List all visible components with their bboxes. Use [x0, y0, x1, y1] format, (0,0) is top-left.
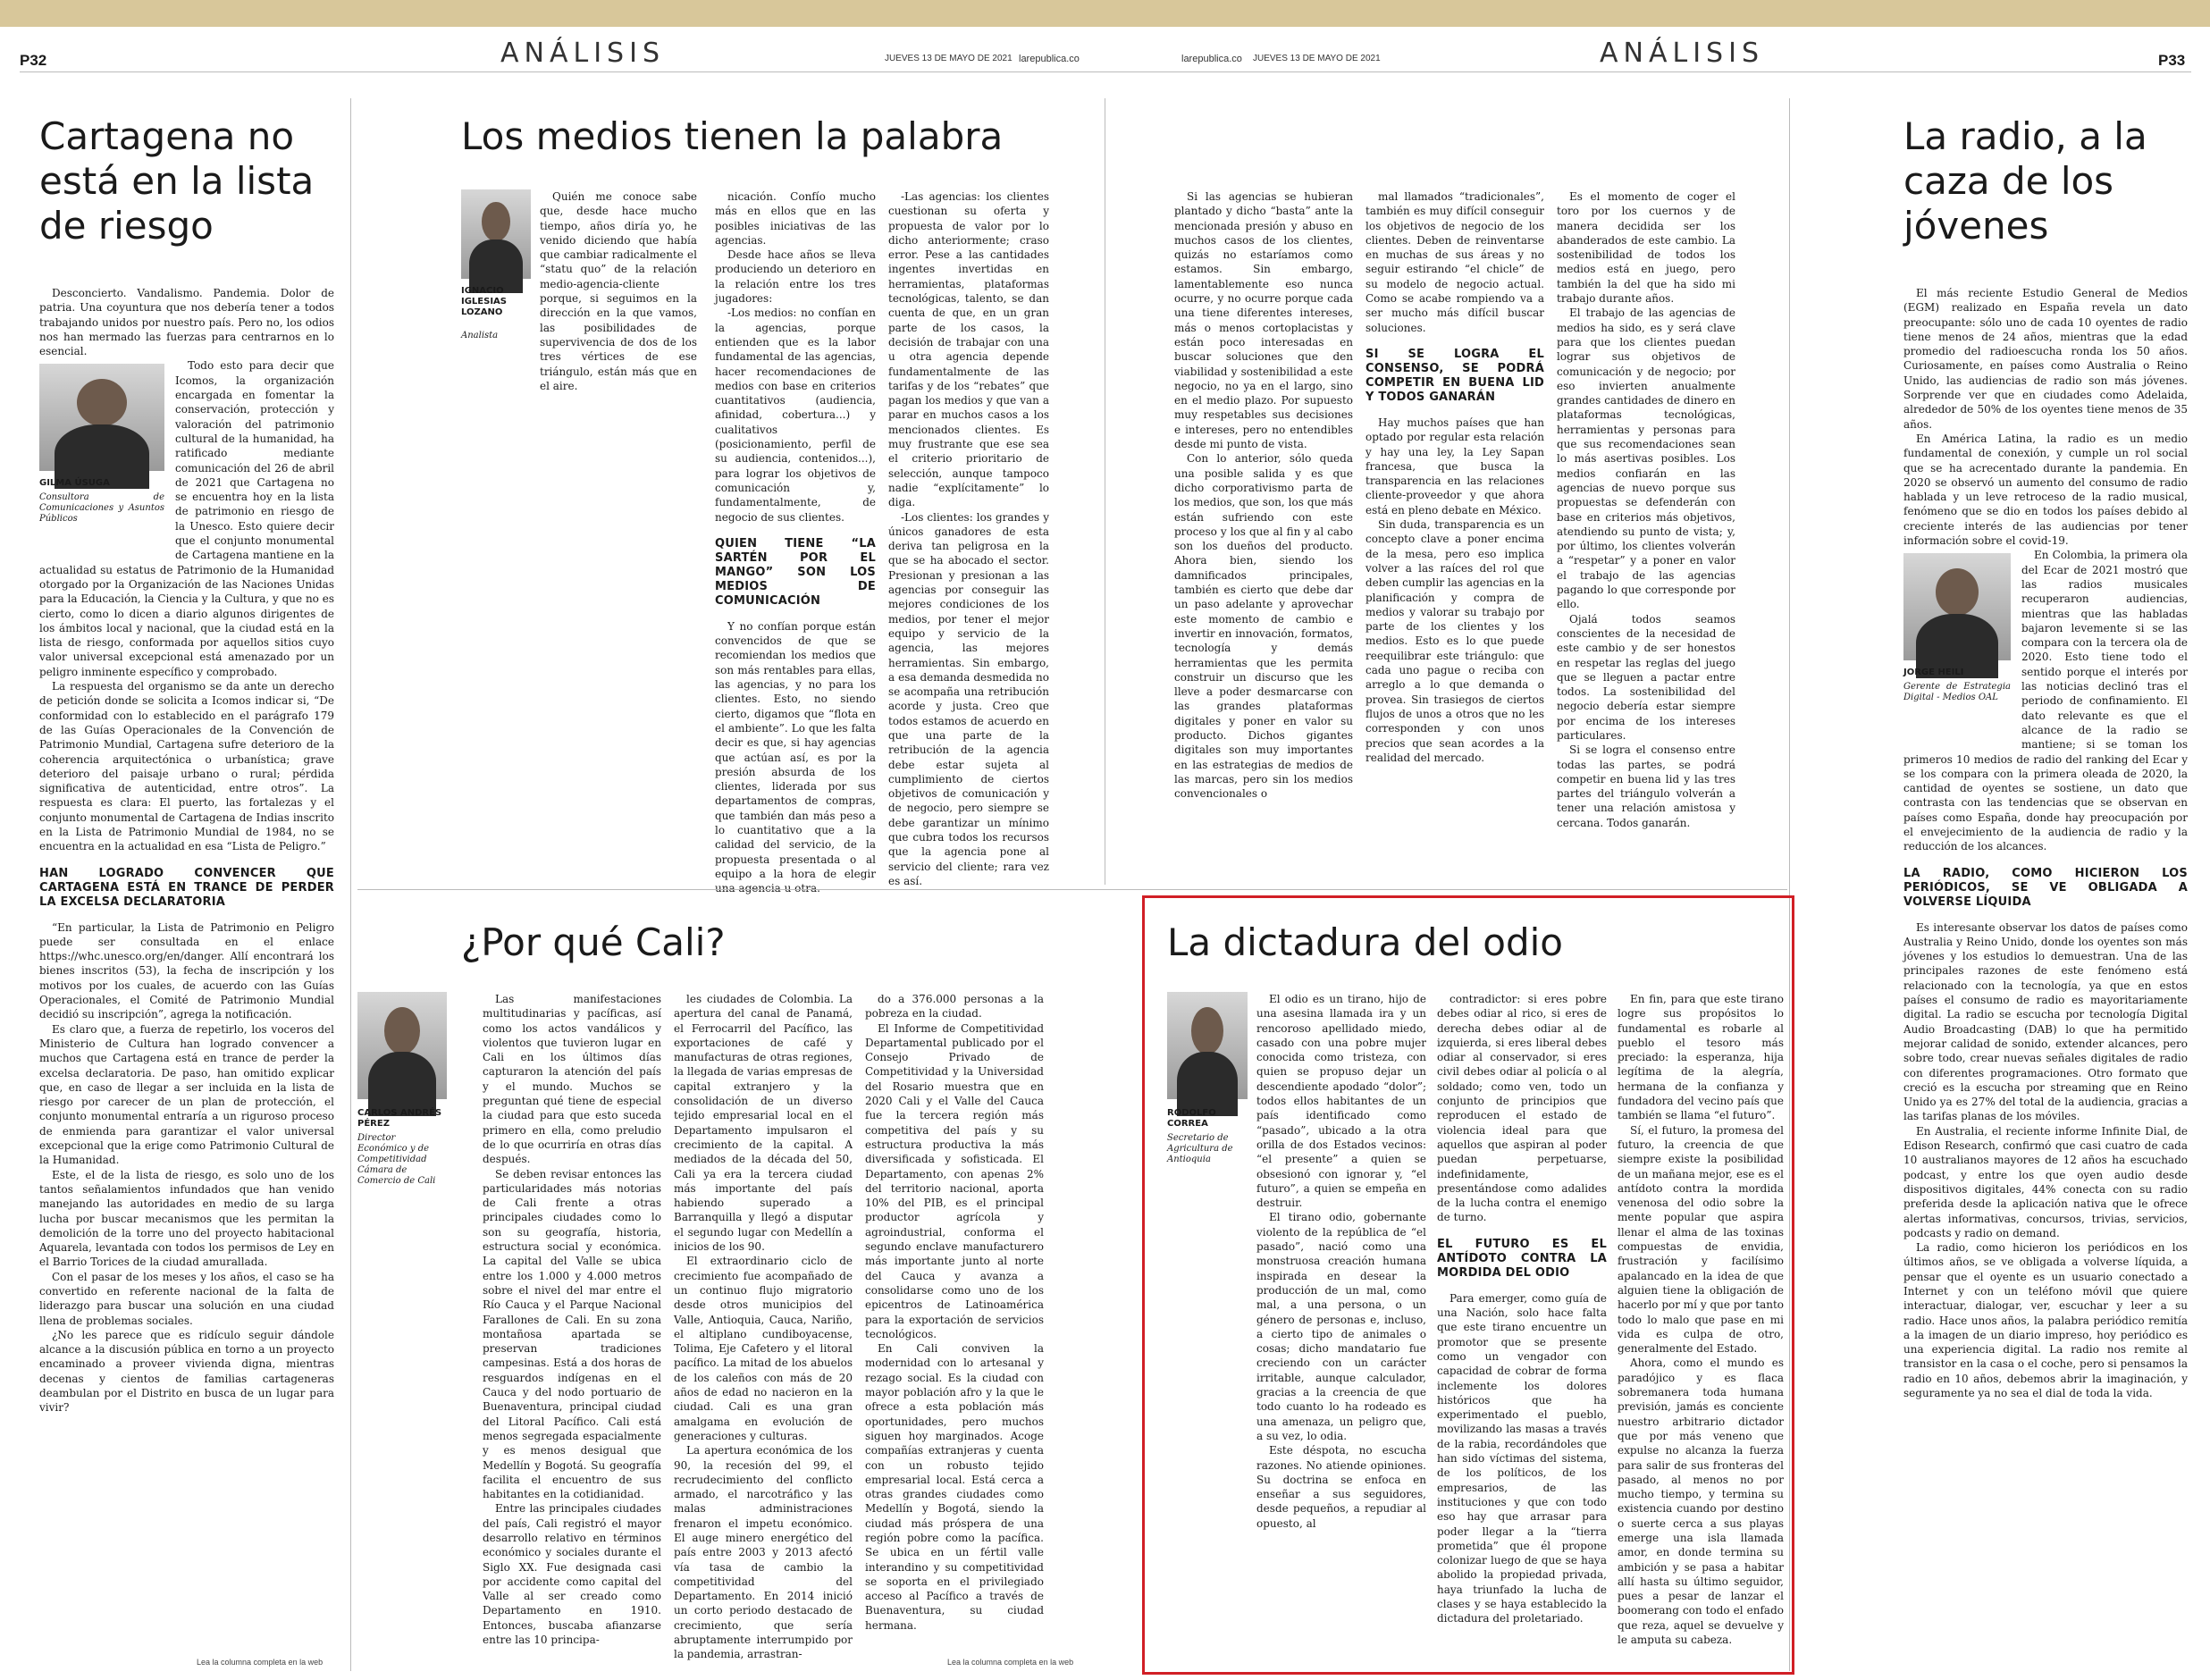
paragraph: Este, el de la lista de riesgo, es solo uno de los tantos señalamientos infundados que han venido manejando las autoridades en medio de su larga lucha por buscar mecanismos que les permitan la demolición de la torre uno del proyecto habitacional Aquarela, levantada con todos los permisos de Ley en el Barrio Torices de la ciudad amurallada.: [39, 1168, 334, 1269]
cali-col-2: [674, 992, 853, 1667]
paragraph: La respuesta del organismo se da ante un derecho de petición donde se solicita a Icomos indicar si, “De conformidad con lo establecido en el parágrafo 179 de las Guías Operacionales de la Convención de Patrimonio Mundial, Cartagena sufre deterioro de la coherencia arquitectónica o urbanística; grave deterioro del paisaje urbano o rural; pérdida significativa de autenticidad, entre otros”. La respuesta es clara: El puerto, las fortalezas y el conjunto monumental de Cartagena de Indias inscrito en la Lista de Patrimonio Mundial de 1984, no se encuentra en la actualidad en esa “Lista de Peligro.”: [39, 680, 334, 853]
paragraph: El más reciente Estudio General de Medios (EGM) realizado en España revela un dato preocupante: sólo uno de cada 10 oyentes de radio tiene menos de 24 años, mientras que la edad promedio del radioescucha ronda los 50 años. Curiosamente, en países como Australia o Reino Unido, las audiencias de radio son más jóvenes. Sorprende ver que en ciudades como Adelaida, alrededor de 50% de los oyentes tiene menos de 35 años.: [1903, 287, 2188, 431]
paragraph: -Las agencias: los clientes cuestionan su oferta y propuesta de valor por lo dicho anteriormente; craso error. Pese a las cantidades ingentes invertidas en herramientas, plataformas tecnológicas, talento, se dan cuenta de que, en un gran parte de los casos, la decisión de trabajar con una u otra agencia depende fundamentalmente de las tarifas y de los “rebates” que pagan los medios y que van a parar en muchos casos a los mencionados clientes. Es muy frustrante que ese sea el criterio prioritario de selección, aunque tampoco nadie “explícitamente” lo diga.: [888, 190, 1049, 509]
medios-col-1: [540, 189, 697, 886]
medios-col-6: [1557, 189, 1735, 886]
page-number-right: P33: [2158, 52, 2186, 69]
author-photo: [357, 992, 447, 1099]
paragraph: Se deben revisar entonces las particularidades más notorias de Cali frente a otras principales ciudades como lo son su geografía, historia, estructura social y económica. La capital del Valle se ubica entre los 1.000 y 4.000 metros sobre el nivel del mar entre el Río Cauca y el Parque Nacional Farallones de Cali. En su zona montañosa apartada se preservan tradiciones campesinas. Está a dos horas de resguardos indígenas en el Cauca y del nodo portuario de Buenaventura, principal ciudad del Litoral Pacífico. Cali está menos segregada espacialmente y es menos desigual que Medellín y Bogotá. Su geografía facilita el encuentro de sus habitantes en la cotidianidad.: [483, 1167, 661, 1501]
paragraph: Es el momento de coger el toro por los cuernos y de manera decidida ser los abanderados de este cambio. La sostenibilidad de todos los medios está en juego, pero también la del que ha sido mi trabajo durante años.: [1557, 190, 1735, 306]
odio-col-3: [1618, 992, 1784, 1662]
paragraph: Este déspota, no escucha razones. No atiende opiniones. Su doctrina se enfoca en enseñar a sus seguidores, desde pequeños, a repudiar al opuesto, al: [1256, 1444, 1426, 1530]
medios-col-2: [715, 189, 876, 886]
paragraph: En Cali conviven la modernidad con lo artesanal y rezago social. Es la ciudad con mayor población afro y la que le ofrece a esta población más oportunidades, pero muchos siguen hoy marginados. Acoge compañías extranjeras y cuenta con un robusto tejido empresarial local. Está cerca a otras grandes ciudades como Medellín y Bogotá, siendo la ciudad más próspera de una región pobre como la pacífica. Se ubica en un fértil valle interandino y su competitividad se soporta en el privilegiado acceso al Pacífico a través de Buenaventura, su ciudad hermana.: [865, 1342, 1044, 1632]
subheading: SI SE LOGRA EL CONSENSO, SE PODRÁ COMPETIR EN BUENA LID Y TODOS GANARÁN: [1365, 347, 1544, 404]
paragraph: -Los clientes: los grandes y únicos ganadores de esta deriva tan peligrosa en la que se ha abocado el sector. Presionan y presionan a las agencias por conseguir las mejores condiciones de los medios, por tener el mejor equipo y servicio de la agencia, las mejores herramientas. Sin embargo, a esa demanda desmedida no se acompaña una retribución acorde y justa. Creo que todos estamos de acuerdo en que una parte de la retribución de la agencia debe estar sujeta al cumplimiento de ciertos objetivos de comunicación y de negocio, pero siempre se debe garantizar un mínimo que cubra todos los recursos que la agencia pone al servicio del cliente; rara vez es así.: [888, 510, 1049, 887]
paragraph: Ojalá todos seamos conscientes de la necesidad de este cambio y de ser honestos en respetar las reglas del juego que se lleguen a pactar entre todos. La sostenibilidad del negocio debería estar siempre por encima de los intereses particulares.: [1557, 612, 1735, 742]
paragraph: Con lo anterior, sólo queda una posible salida y es que dicho corporativismo parta de los medios, que son, los que más están sufriendo con este proceso y los que al fin y al cabo son los dueños del producto. Ahora bien, siendo los damnificados principales, también es cierto que debe dar un paso adelante y aprovechar este momento de cambio e invertir en innovación, formatos, tecnología y demás herramientas que les permita construir un discurso que les lleve a poder desmarcarse con las grandes plataformas digitales y poner en valor su producto. Dichos gigantes digitales son muy importantes en las estrategias de medios de las marcas, pero sin los medios convencionales o: [1174, 452, 1353, 801]
author-role: Consultora de Comunicaciones y Asuntos Públicos: [39, 492, 164, 525]
author-photo: [39, 364, 164, 471]
paragraph: Desconcierto. Vandalismo. Pandemia. Dolor de patria. Una coyuntura que nos debería tener a todos trabajando unidos por nuestro país. Pero no, los odios nos han mermado las fuerzas para centrarnos en lo esencial.: [39, 287, 334, 358]
author-role: Gerente de Estrategia Digital - Medios OAL: [1903, 682, 2011, 703]
column-divider: [350, 98, 351, 1671]
paragraph: En Colombia, la primera ola del Ecar de 2021 mostró que las radios musicales recuperaron audiencias, mientras que las habladas bajaron levemente si se las compara con la tercera ola de 2020. Esto tiene todo el sentido porque el interés por las noticias declinó tras el periodo de confinamiento. El dato relevante es que el alcance de la radio se mantiene; si se toman los primeros 10 medios de radio del ranking del Ecar y se los compara con la primera oleada de 2020, la cantidad de oyentes se sostiene, un dato que contrasta con las tendencias que se observan en países como España, donde hay preocupación por el envejecimiento de la audiencia de radio y la reducción de los alcances.: [1903, 549, 2188, 853]
odio-col-1: [1256, 992, 1426, 1662]
paragraph: Sí, el futuro, la promesa del futuro, la creencia de que siempre existe la posibilidad de un mañana mejor, ese es el antídoto contra la mordida venenosa del odio sobre la mente popular que aspira llenar el alma de las toxinas compuestas de envidia, frustración y facilísimo apalancado en la idea de que alguien tiene la obligación de hacerlo por mí y que por tanto todo lo malo que pase en mi vida es culpa de otro, generalmente del Estado.: [1618, 1123, 1784, 1356]
paragraph: Ahora, como el mundo es paradójico y es flaca sobremanera toda humana previsión, jamás es conciente nuestro arbitrario dictador que por más veneno que expulse no alcanza la fuerza para salir de sus fronteras del pasado, al menos no por mucho tiempo, y termina su existencia cuando por destino o suerte cerca a sus playas emerge una isla llamada amor, en donde termina su ambición y se pasa a habitar allí hasta su último seguidor, pues a pesar de lanzar el boomerang con todo el enfado que reza, aquel se devuelve y le amputa su cabeza.: [1618, 1357, 1784, 1647]
cartagena-body: [39, 286, 334, 1649]
author-name: IGNACIO IGLESIAS LOZANO: [461, 286, 507, 317]
cartagena-title: Cartagena no está en la lista de riesgo: [39, 114, 315, 248]
top-color-band: [0, 0, 2210, 27]
cali-col-3: [865, 992, 1044, 1649]
paragraph: nicación. Confío mucho más en ellos que en las posibles iniciativas de las agencias.: [715, 190, 876, 247]
paragraph: les ciudades de Colombia. La apertura del canal de Panamá, el Ferrocarril del Pacífico, las exportaciones de café y manufacturas de otras regiones, la llegada de varias empresas de capital extranjero y la consolidación de un diverso tejido empresarial local en el Departamento impulsaron el crecimiento de la capital. A mediados de la década del 50, Cali ya era la tercera ciudad más importante del país habiendo superado a Barranquilla y llegó a disputar el segundo lugar con Medellín a inicios de los 90.: [674, 993, 853, 1254]
paragraph: Con el pasar de los meses y los años, el caso se ha convertido en referente nacional de la falta de liderazgo para buscar una solución en una ciudad llena de problemas sociales.: [39, 1270, 334, 1327]
paragraph: Si se logra el consenso entre todas las partes, se podrá competir en buena lid y las tres partes del triángulo volverán a tener una relación amistosa y cercana. Todos ganarán.: [1557, 743, 1735, 829]
paragraph: La apertura económica de los 90, la recesión del 99, el recrudecimiento del conflicto armado, el narcotráfico y las malas administraciones frenaron el impetu económico. El auge minero energético del país entre 2003 y 2013 afectó vía tasa de cambio la competitividad del Departamento. En 2014 inició un corto periodo destacado de crecimiento, que sería abruptamente interrumpido por la pandemia, arrastran-: [674, 1444, 853, 1661]
subheading: EL FUTURO ES EL ANTÍDOTO CONTRA LA MORDIDA DEL ODIO: [1437, 1237, 1607, 1280]
radio-body: [1903, 286, 2188, 1667]
section-title-right: ANÁLISIS: [1600, 38, 1764, 69]
paragraph: Es interesante observar los datos de países como Australia y Reino Unido, donde los oyentes son más jóvenes y los estudios lo demuestran. Una de las principales razones de este fenómeno está relacionado con la tecnología, ya que en estos países el consumo de radio es mayoritariamente digital. La radio se escucha por tecnología Digital Audio Broadcasting (DAB) lo que ha permitido mejorar calidad de sonido, extender alcances, pero sobre todo, crear nuevas señales digitales de radio con diferentes programaciones. Otro formato que creció es la escucha por streaming que en Reino Unido ya es 27% del total de la audiencia, gracias a las tarifas planas de los móviles.: [1903, 920, 2188, 1123]
paragraph: Quién me conoce sabe que, desde hace mucho tiempo, años diría yo, he venido diciendo que había que cambiar radicalmente el “statu quo” de la relación medio-agencia-cliente porque, si seguimos en la dirección en la que vamos, las posibilidades de supervivencia de dos de los tres vértices de ese triángulo, están más que en el aire.: [540, 190, 697, 392]
paragraph: ¿No les parece que es ridículo seguir dándole alcance a la discusión pública en torno a un proyecto encaminado a proveer vivienda digna, mientras decenas y cientos de familias cartageneras deambulan por el Distrito en busca de un lugar para vivir?: [39, 1328, 334, 1415]
paragraph: Y no confían porque están convencidos de que se recomiendan los medios que son más rentables para ellas, las agencias, y no para los clientes. Esto, no siendo cierto, digamos que “flota en el ambiente”. Lo que les falta decir es que, si hay agencias que actúan así, es por la presión absurda de los clientes, liderada por sus departamentos de compras, que también dan más peso a lo cuantitativo que a la calidad del servicio, de la propuesta presentada o al equipo a la hora de elegir: [715, 619, 876, 880]
paragraph: En América Latina, la radio es un medio fundamental de conexión, y cumple un rol social que se ha acrecentado durante la pandemia. En 2020 se observó un aumento del consumo de radio hablada y un leve retroceso de la radio musical, fenómeno que se dio en todos los países debido al creciente interés de las audiencias por tener información sobre el covid-19.: [1903, 432, 2188, 548]
subheading: LA RADIO, COMO HICIERON LOS PERIÓDICOS, SE VE OBLIGADA A VOLVERSE LÍQUIDA: [1903, 866, 2188, 909]
paragraph: Hay muchos países que han optado por regular esta relación y hay una ley, la Ley Sapan francesa, que busca la transparencia en las relaciones cliente-proveedor y que ahora está en pleno debate en México.: [1365, 416, 1544, 517]
odio-title: La dictadura del odio: [1167, 920, 1563, 964]
subheading: QUIEN TIENE “LA SARTÉN POR EL MANGO” SON LOS MEDIOS DE COMUNICACIÓN: [715, 536, 876, 608]
paragraph: Sin duda, transparencia es un concepto clave a poner encima de la mesa, pero eso implica volver a las raíces del rol que deben cumplir las agencias en la planificación y compra de medios y valorar su trabajo por parte de los clientes y los medios. Esto es lo que puede reequilibrar este triángulo: que cada uno pague o reciba con arreglo a lo que demanda o provea. Sin trasiegos de ciertos flujos de unos a otros que no les corresponden y con unos precios que sean acordes a la realidad del mercado.: [1365, 518, 1544, 764]
author-role: Secretario de Agricultura de Antioquia: [1167, 1133, 1233, 1164]
medios-col-5: [1365, 189, 1544, 886]
medios-title: Los medios tienen la palabra: [461, 114, 1004, 158]
paragraph: Es claro que, a fuerza de repetirlo, los voceros del Ministerio de Cultura han logrado convencer a muchos que Cartagena está en trance de perder la excelsa declaratoria. De paso, han omitido explicar que, en caso de llegar a ser incluida en la lista de riesgo por carecer de un plan de protección, el conjunto monumental entraría a un riguroso proceso de enmienda para garantizar el valor universal excepcional que la erige como Patrimonio Cultural de la Humanidad.: [39, 1022, 334, 1167]
paragraph: El trabajo de las agencias de medios ha sido, es y será clave para que los clientes puedan lograr sus objetivos de comunicación y de negocio; por eso invierten anualmente grandes cantidades de dinero en plataformas tecnológicas, herramientas y personas para que sus recomendaciones sean lo más asertivas posibles. Los medios confiarán en las agencias de nuevo porque sus propuestas se defenderán con base en criterios más objetivos, atendiendo su punto de vista; y, por último, los clientes volverán a “respetar” y a poner en valor el trabajo de las agencias pagando lo que corresponde por ello.: [1557, 307, 1735, 611]
paragraph: contradictor: si eres pobre debes odiar al rico, si eres de derecha debes odiar al de izquierda, si eres liberal debes odiar al conservador, si eres civil debes odiar al policía o al soldado; como ven, todo un conjunto de principios que reproducen el estado de violencia ideal para que aquellos que aspiran al poder puedan perpetuarse, indefinidamente, presentándose como adalides de la lucha contra el enemigo de turno.: [1437, 993, 1607, 1224]
paragraph: Todo esto para decir que Icomos, la organización encargada en fomentar la conservación, protección y valoración del patrimonio cultural de la humanidad, ha ratificado mediante comunicación del 26 de abril de 2021 que Cartagena no se encuentra hoy en la lista de patrimonio en riesgo de la Unesco. Esto quiere decir que el conjunto monumental de Cartagena mantiene en la actualidad su estatus de Patrimonio de la Humanidad otorgado por la Organización de las Naciones Unidas para la Educación, la Ciencia y la Cultura, y que no es cierto, como lo dicen a diario algunos dirigentes de los ámbitos local y nacional, que la ciudad está en la lista de riesgo, conformada por aquellos sitios cuyo valor universal excepcional está amenazado por un peligro inminente específico y comprobado.: [39, 359, 334, 678]
paragraph: Entre las principales ciudades del país, Cali registró el mayor desarrollo relativo en términos económico y sociales durante el Siglo XX. Fue designada casi por accidente como capital del Valle al ser creado como Departamento en 1910. Entonces, buscaba afianzarse entre las 10 principa-: [483, 1502, 661, 1647]
author-name: CARLOS ANDRÉS PÉREZ: [357, 1108, 442, 1129]
author-photo: [1167, 992, 1248, 1099]
paragraph: Las manifestaciones multitudinarias y pacíficas, así como los actos vandálicos y violentos que tuvieron lugar en Cali en los últimos días capturaron la atención del país y el mundo. Muchos se preguntan qué tiene de especial la ciudad para que esto suceda primero en ella, como preludio de lo que ocurriría en otras días después.: [483, 993, 661, 1166]
paragraph: Para emerger, como guía de una Nación, solo hace falta que este tirano encuentre un promotor que se presente como un vengador con capacidad de cobrar de forma inclemente los dolores históricos que ha experimentado el pueblo, movilizando las masas a través de la rabia, recordándoles que han sido víctimas del sistema, de los políticos, de los empresarios, de las instituciones y que con todo eso hay que arrasar para poder llegar a la “tierra prometida” que él propone colonizar luego de que se haya abolido la propiedad privada, haya triunfado la lucha de clases y se haya establecido la dictadura del proletariado.: [1437, 1291, 1607, 1625]
paragraph: El tirano odio, gobernante violento de la república de “el pasado”, nació como una monstruosa creación humana inspirada en desear la producción de un mal, como mal, a una persona, o un género de personas e, incluso, a cierto tipo de animales o cosas; dicho mandatario fue creciendo con un carácter irritable, aunque calculador, gracias a la creencia de que todo cuanto lo ha rodeado es una amenaza, un peligro que, a su vez, lo odia.: [1256, 1211, 1426, 1442]
paragraph: El odio es un tirano, hijo de una asesina llamada ira y un rencoroso apellidado miedo, casado con una pobre mujer conocida como tristeza, con quien se propuso dejar un descendiente apodado “dolor”; todos ellos habitantes de un país identificado como “pasado”, ubicado a la otra orilla de dos Estados vecinos: “el presente” a quien se obsesionó con ignorar y, “el futuro”, a quien se empeña en destruir.: [1256, 993, 1426, 1210]
paragraph: do a 376.000 personas a la pobreza en la ciudad.: [865, 993, 1044, 1021]
odio-col-2: [1437, 992, 1607, 1662]
read-more-note: Lea la columna completa en la web: [197, 1658, 324, 1667]
site-right: larepublica.co: [1181, 54, 1242, 64]
section-title-left: ANÁLISIS: [500, 38, 665, 69]
medios-col-4: [1174, 189, 1353, 886]
paragraph: En Australia, el reciente informe Infinite Dial, de Edison Research, confirmó que casi cuatro de cada 10 australianos mayores de 12 años ha escuchado podcast, y entre los que oyen audio desde dispositivos digitales, 44% conecta con su radio preferida desde la aplicación nativa que le ofrece alertas informativas, concursos, trivias, servicios, podcasts y radio on demand.: [1903, 1124, 2188, 1239]
paragraph: El extraordinario ciclo de crecimiento fue acompañado de un continuo flujo migratorio desde otros municipios del Valle, Antioquia, Cauca, Nariño, el altiplano cundiboyacense, Tolima, Eje Cafetero y el litoral pacífico. La mitad de los abuelos de los caleños con más de 20 años de edad no nacieron en la ciudad. Cali es una gran amalgama en evolución de generaciones y culturas.: [674, 1255, 853, 1442]
author-role: Director Económico y de Competitividad Cámara de Comercio de Cali: [357, 1133, 436, 1186]
cali-title: ¿Por qué Cali?: [461, 920, 726, 964]
paragraph: “En particular, la Lista de Patrimonio en Peligro puede ser consultada en el enlace https://whc.unesco.org/en/danger. Allí encontrará los bienes inscritos (53), la fecha de inscripción y los motivos por los cuales, de acuerdo con las Guías Operacionales, el Comité de Patrimonio Mundial decidió su inscripción”, agrega la notificación.: [39, 920, 334, 1021]
medios-col-3: [888, 189, 1049, 886]
date-right: JUEVES 13 DE MAYO DE 2021: [1253, 54, 1381, 63]
read-more-note: Lea la columna completa en la web: [947, 1658, 1074, 1667]
radio-title: La radio, a la caza de los jóvenes: [1903, 114, 2147, 248]
header-rule: [20, 71, 2191, 72]
author-photo: [1903, 553, 2011, 660]
author-name: JORGE HEILI: [1903, 668, 1964, 678]
author-photo: [461, 189, 531, 279]
author-name: RODOLFO CORREA: [1167, 1108, 1216, 1129]
section-divider: [357, 889, 1787, 890]
paragraph: Desde hace años se lleva produciendo un deterioro en la relación entre los tres jugadores:: [715, 248, 876, 306]
author-name: GILMA ÚSUGA: [39, 478, 110, 489]
paragraph: El Informe de Competitividad Departamental publicado por el Consejo Privado de Competitividad y la Universidad del Rosario muestra que en 2020 Cali y el Valle del Cauca fue la tercera región más competitiva del país y su estructura productiva la más diversificada y sofisticada. El Departamento, con apenas 2% del territorio nacional, aporta 10% del PIB, es el principal productor agrícola y agroindustrial, conforma el segundo enclave manufacturero más importante junto al norte del Cauca y avanza a consolidarse como uno de los epicentros de Latinoamérica para la exportación de servicios tecnológicos.: [865, 1021, 1044, 1340]
page-number-left: P32: [20, 52, 47, 69]
site-left: larepublica.co: [1019, 54, 1080, 64]
subheading: HAN LOGRADO CONVENCER QUE CARTAGENA ESTÁ EN TRANCE DE PERDER LA EXCELSA DECLARATORIA: [39, 866, 334, 909]
author-role: Analista: [461, 331, 499, 340]
paragraph: Si las agencias se hubieran plantado y dicho “basta” ante la mencionada presión y abuso en muchos casos de los clientes, quizás no estaríamos como estamos. Sin embargo, lamentablemente eso nunca ocurre, y no ocurre porque cada una tiene diferentes intereses, más o menos cortoplacistas y están poco interesadas en buscar soluciones que den viabilidad y sostenibilidad a este negocio, no ya en el largo, sino en el medio plazo. Por supuesto muy respetables sus decisiones e intereses, pero no entendibles desde mi punto de vista.: [1174, 190, 1353, 451]
paragraph: La radio, como hicieron los periódicos en los últimos años, se ve obligada a volverse líquida, a pensar que el oyente es un usuario conectado a Internet y con un teléfono móvil que quiere interactuar, dialogar, ver, escuchar y leer a su radio. Hace unos años, la palabra periódico remitía a la imagen de un diario impreso, hoy periódico es una experiencia digital. La radio nos remite al transistor en la casa o el coche, pero si pensamos la radio en 10 años, debemos abrir la imaginación, y seguramente ya no sea el dial de toda la vida.: [1903, 1241, 2188, 1400]
paragraph: mal llamados “tradicionales”, también es muy difícil conseguir los objetivos de negocio de los clientes. Deben de reinventarse en muchas de sus áreas y no seguir estirando “el chicle” de su modelo de negocio actual. Como se acabe rompiendo va a ser mucho más difícil buscar soluciones.: [1365, 190, 1544, 334]
cali-col-1: [483, 992, 661, 1667]
paragraph: -Los medios: no confían en la agencias, porque entienden que es la labor fundamental de las agencias, hacer recomendaciones de medios con base en criterios cuantitativos (audiencia, afinidad, cobertura...) y cualitativos (posicionamiento, perfil de su audiencia, contenidos...), para lograr los objetivos de comunicación y, fundamentalmente, de negocio de sus clientes.: [715, 307, 876, 524]
date-left: JUEVES 13 DE MAYO DE 2021: [885, 54, 1013, 63]
paragraph: En fin, para que este tirano logre sus propósitos lo fundamental es robarle al pueblo el tesoro más preciado: la esperanza, hija legítima de la alegría, hermana de la confianza y fundadora del vecino país que también se llama “el futuro”.: [1618, 993, 1784, 1122]
